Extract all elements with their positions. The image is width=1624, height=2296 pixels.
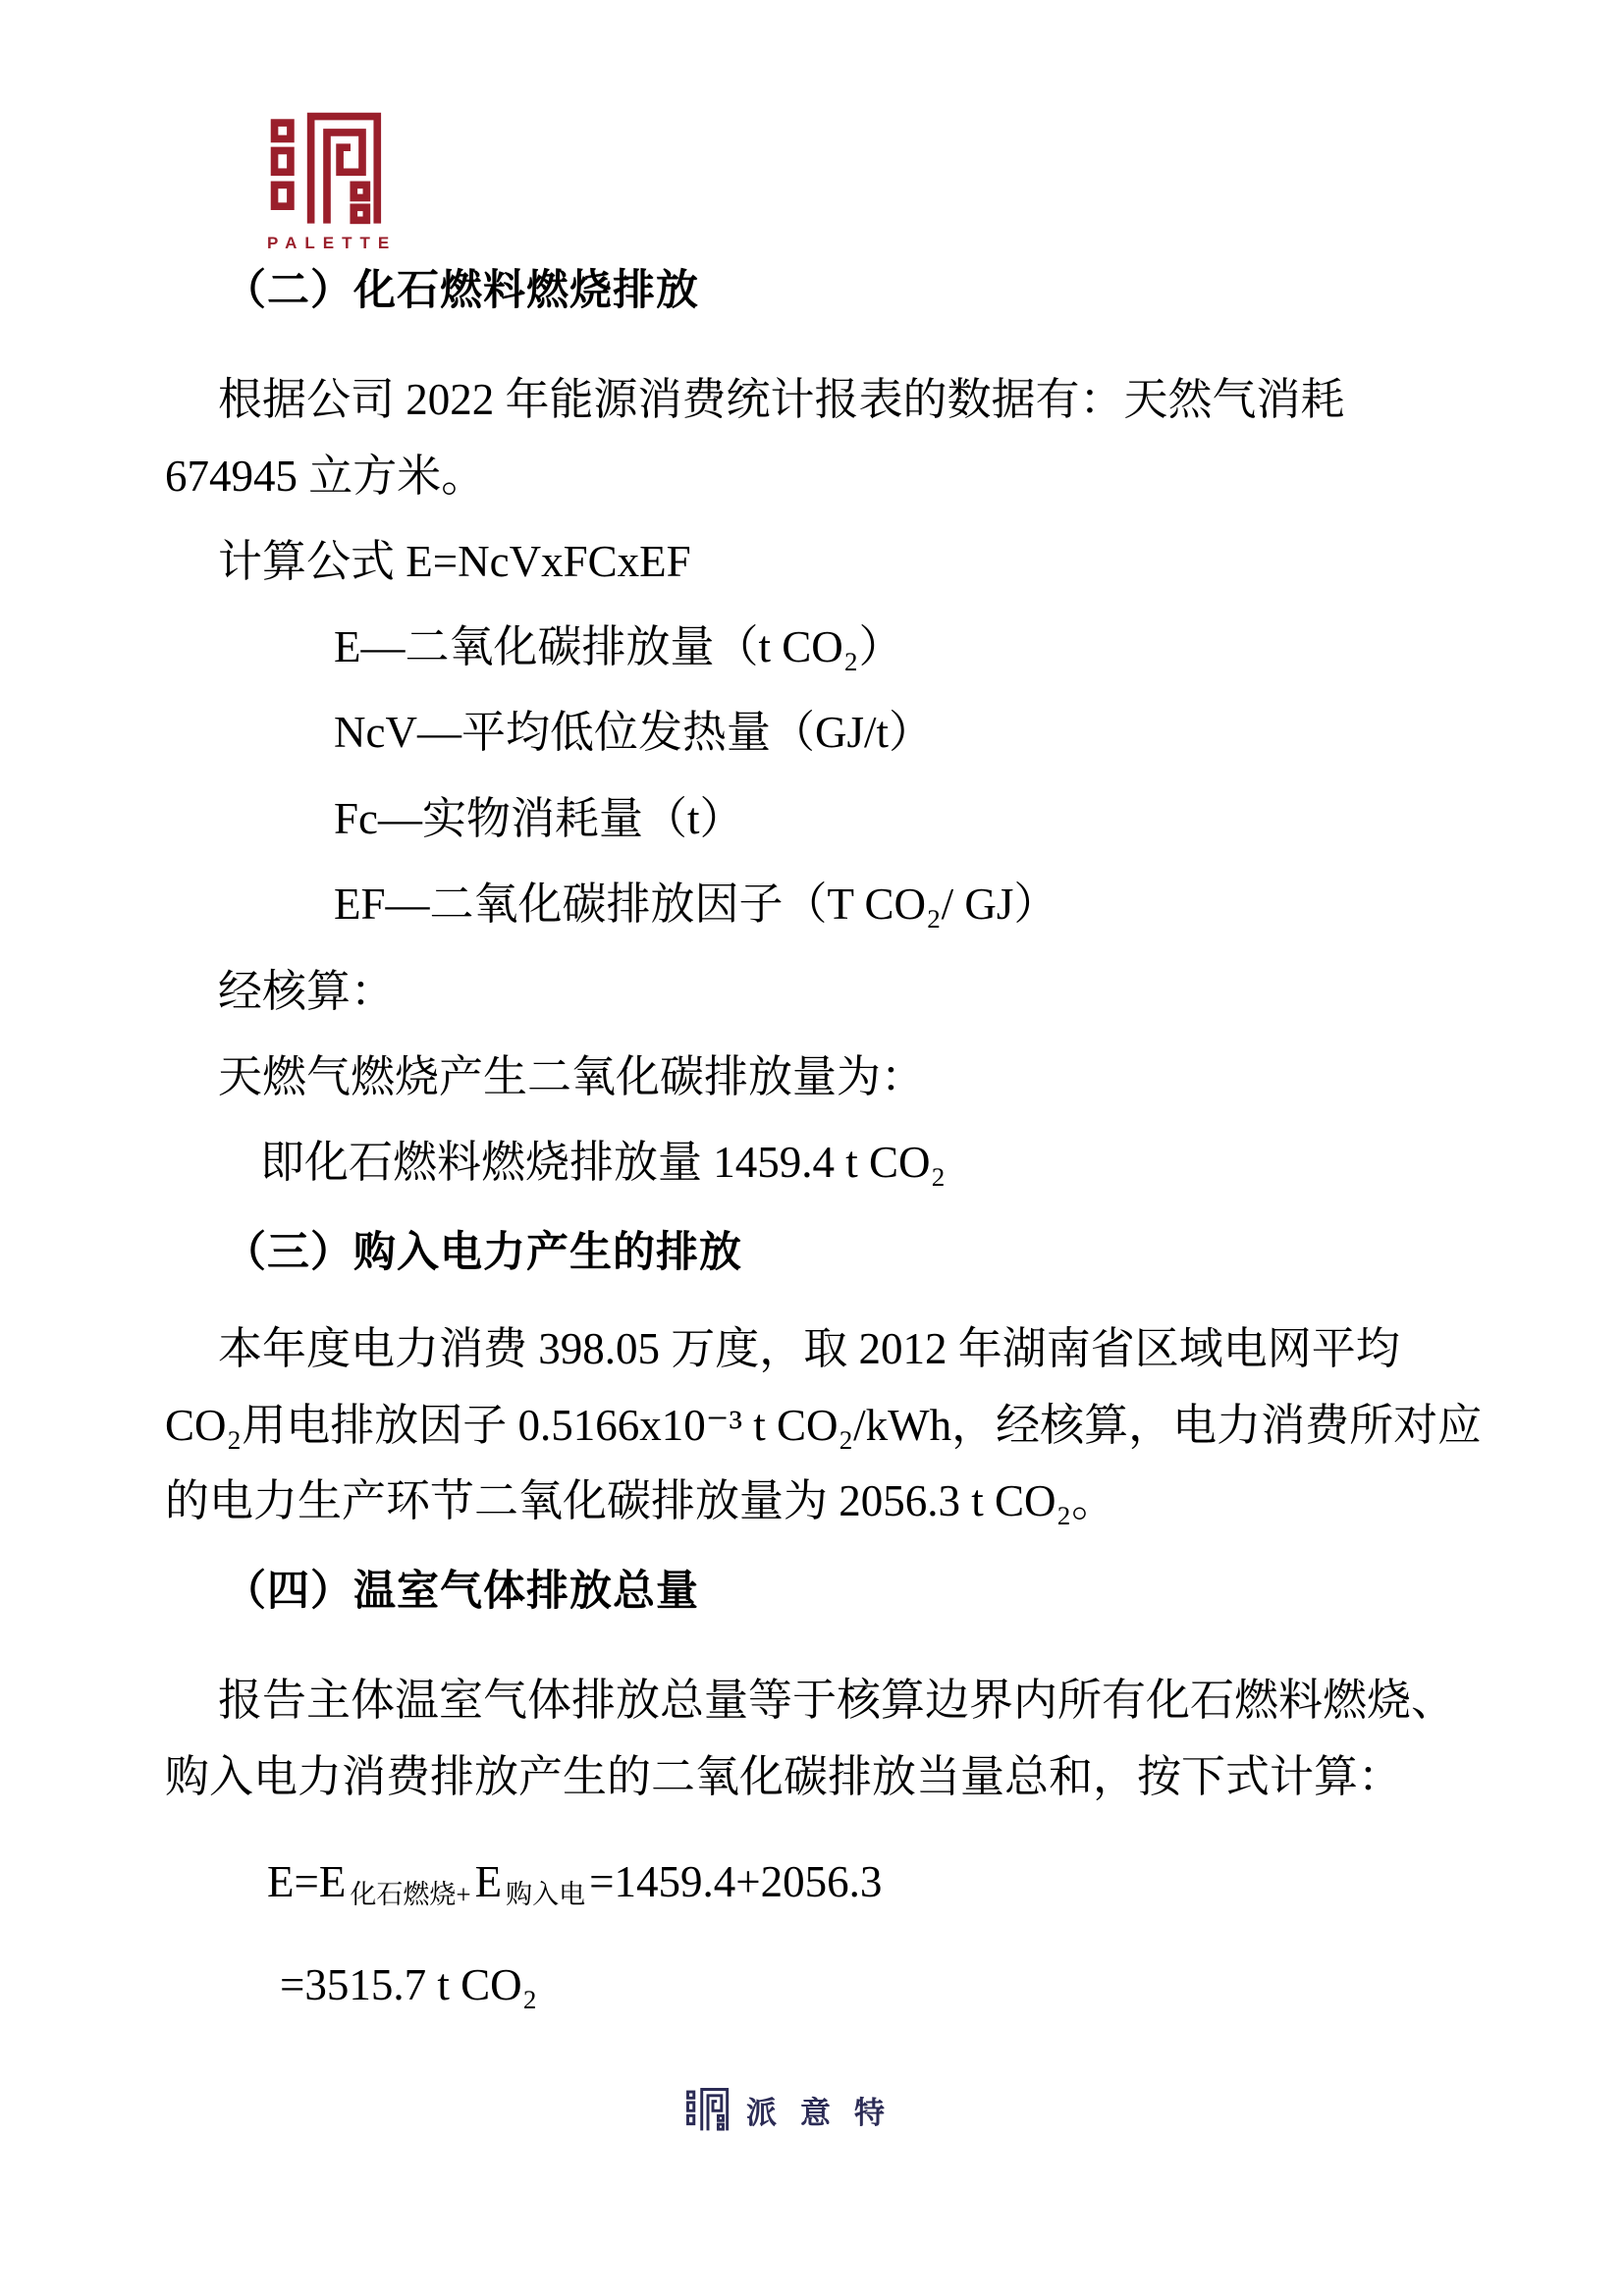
footer-logo (685, 2085, 908, 2134)
section-heading-electricity: （三）购入电力产生的排放 (224, 1229, 742, 1276)
formula-part2: E (474, 1857, 503, 1906)
section-heading-fossil-fuel: （二）化石燃料燃烧排放 (224, 267, 699, 314)
definition-ef: EF—二氧化碳排放因子（T CO₂/ GJ） (334, 880, 1058, 929)
definition-ncv: NcV—平均低位发热量（GJ/t） (334, 708, 933, 757)
formula-intro-line: 计算公式 E=NcVxFCxEF (218, 537, 691, 586)
paiyite-logo-mark-icon (685, 2085, 731, 2134)
electricity-paragraph-line2: CO₂用电排放因子 0.5166x10⁻³ t CO₂/kWh，经核算，电力消费所对应 (165, 1401, 1483, 1450)
formula-part3: =1459.4+2056.3 (589, 1857, 883, 1906)
definition-fc: Fc—实物消耗量（t） (334, 794, 744, 843)
formula-part1: E=E (267, 1857, 347, 1906)
header-logo-wordmark: PALETTE (267, 234, 398, 252)
formula-subscript-electricity: 购入电 (506, 1880, 586, 1909)
formula-subscript-fossil: 化石燃烧+ (350, 1880, 471, 1909)
gas-result-value: 即化石燃料燃烧排放量 1459.4 t CO₂ (260, 1138, 947, 1187)
fossil-paragraph-line1: 根据公司 2022 年能源消费统计报表的数据有：天然气消耗 (218, 375, 1345, 424)
definition-e: E—二氧化碳排放量（t CO₂） (334, 622, 903, 671)
section-heading-total-ghg: （四）温室气体排放总量 (224, 1568, 699, 1615)
gas-result-intro: 天燃气燃烧产生二氧化碳排放量为： (218, 1052, 926, 1101)
total-emission-result: =3515.7 t CO₂ (280, 1960, 538, 2009)
footer-wordmark: 派意特 (746, 2095, 908, 2130)
electricity-paragraph-line1: 本年度电力消费 398.05 万度，取 2012 年湖南省区域电网平均 (218, 1324, 1400, 1373)
total-paragraph-line2: 购入电力消费排放产生的二氧化碳排放当量总和，按下式计算： (165, 1752, 1403, 1801)
audit-label: 经核算： (218, 967, 396, 1016)
total-emission-formula (267, 1857, 882, 1910)
header-logo (267, 110, 398, 253)
electricity-paragraph-line3: 的电力生产环节二氧化碳排放量为 2056.3 t CO₂。 (165, 1476, 1116, 1525)
palette-logo-mark-icon (267, 110, 387, 228)
fossil-paragraph-line2: 674945 立方米。 (165, 452, 486, 501)
total-paragraph-line1: 报告主体温室气体排放总量等于核算边界内所有化石燃料燃烧、 (218, 1676, 1456, 1725)
